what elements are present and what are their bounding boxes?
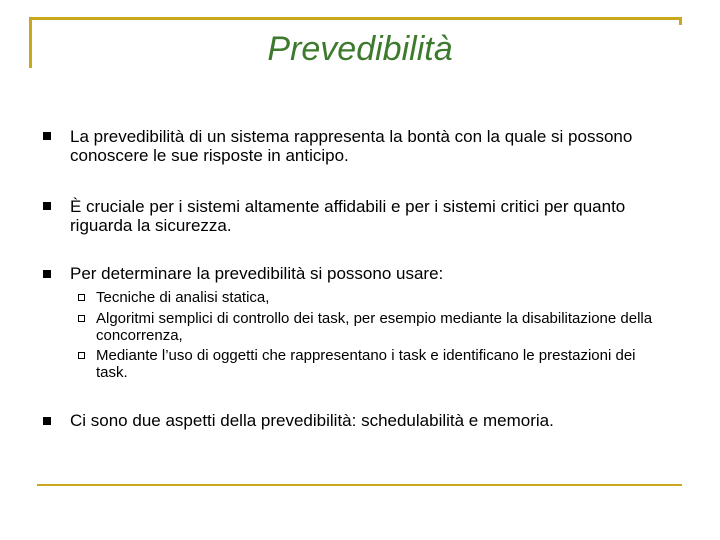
bullet-square — [43, 270, 51, 278]
bullet-text-1: La prevedibilità di un sistema rappresenta la bontà con la quale si possono conoscere le sue risposte in anticipo. — [70, 127, 633, 165]
slide-title: Prevedibilità — [267, 30, 453, 68]
bullet-text-4: Ci sono due aspetti della prevedibilità: schedulabilità e memoria. — [70, 411, 554, 430]
sub-bullet-text-3: Mediante l’uso di oggetti che rappresentano i task e identificano le prestazioni dei task. — [96, 347, 636, 381]
title-frame-corner — [679, 17, 682, 25]
sub-bullet-text-2: Algoritmi semplici di controllo dei task, per esempio mediante la disabilitazione della concorrenza, — [96, 310, 653, 344]
sub-bullet-square — [78, 352, 85, 359]
bullet-square — [43, 417, 51, 425]
bottom-divider — [37, 484, 682, 486]
bullet-square — [43, 202, 51, 210]
bullet-square — [43, 132, 51, 140]
bullet-text-3: Per determinare la prevedibilità si possono usare: — [70, 264, 444, 283]
bullet-text-2: È cruciale per i sistemi altamente affidabili e per i sistemi critici per quanto riguarda la sicurezza. — [70, 197, 626, 235]
sub-bullet-text-1: Tecniche di analisi statica, — [96, 289, 270, 306]
sub-bullet-square — [78, 294, 85, 301]
sub-bullet-square — [78, 315, 85, 322]
